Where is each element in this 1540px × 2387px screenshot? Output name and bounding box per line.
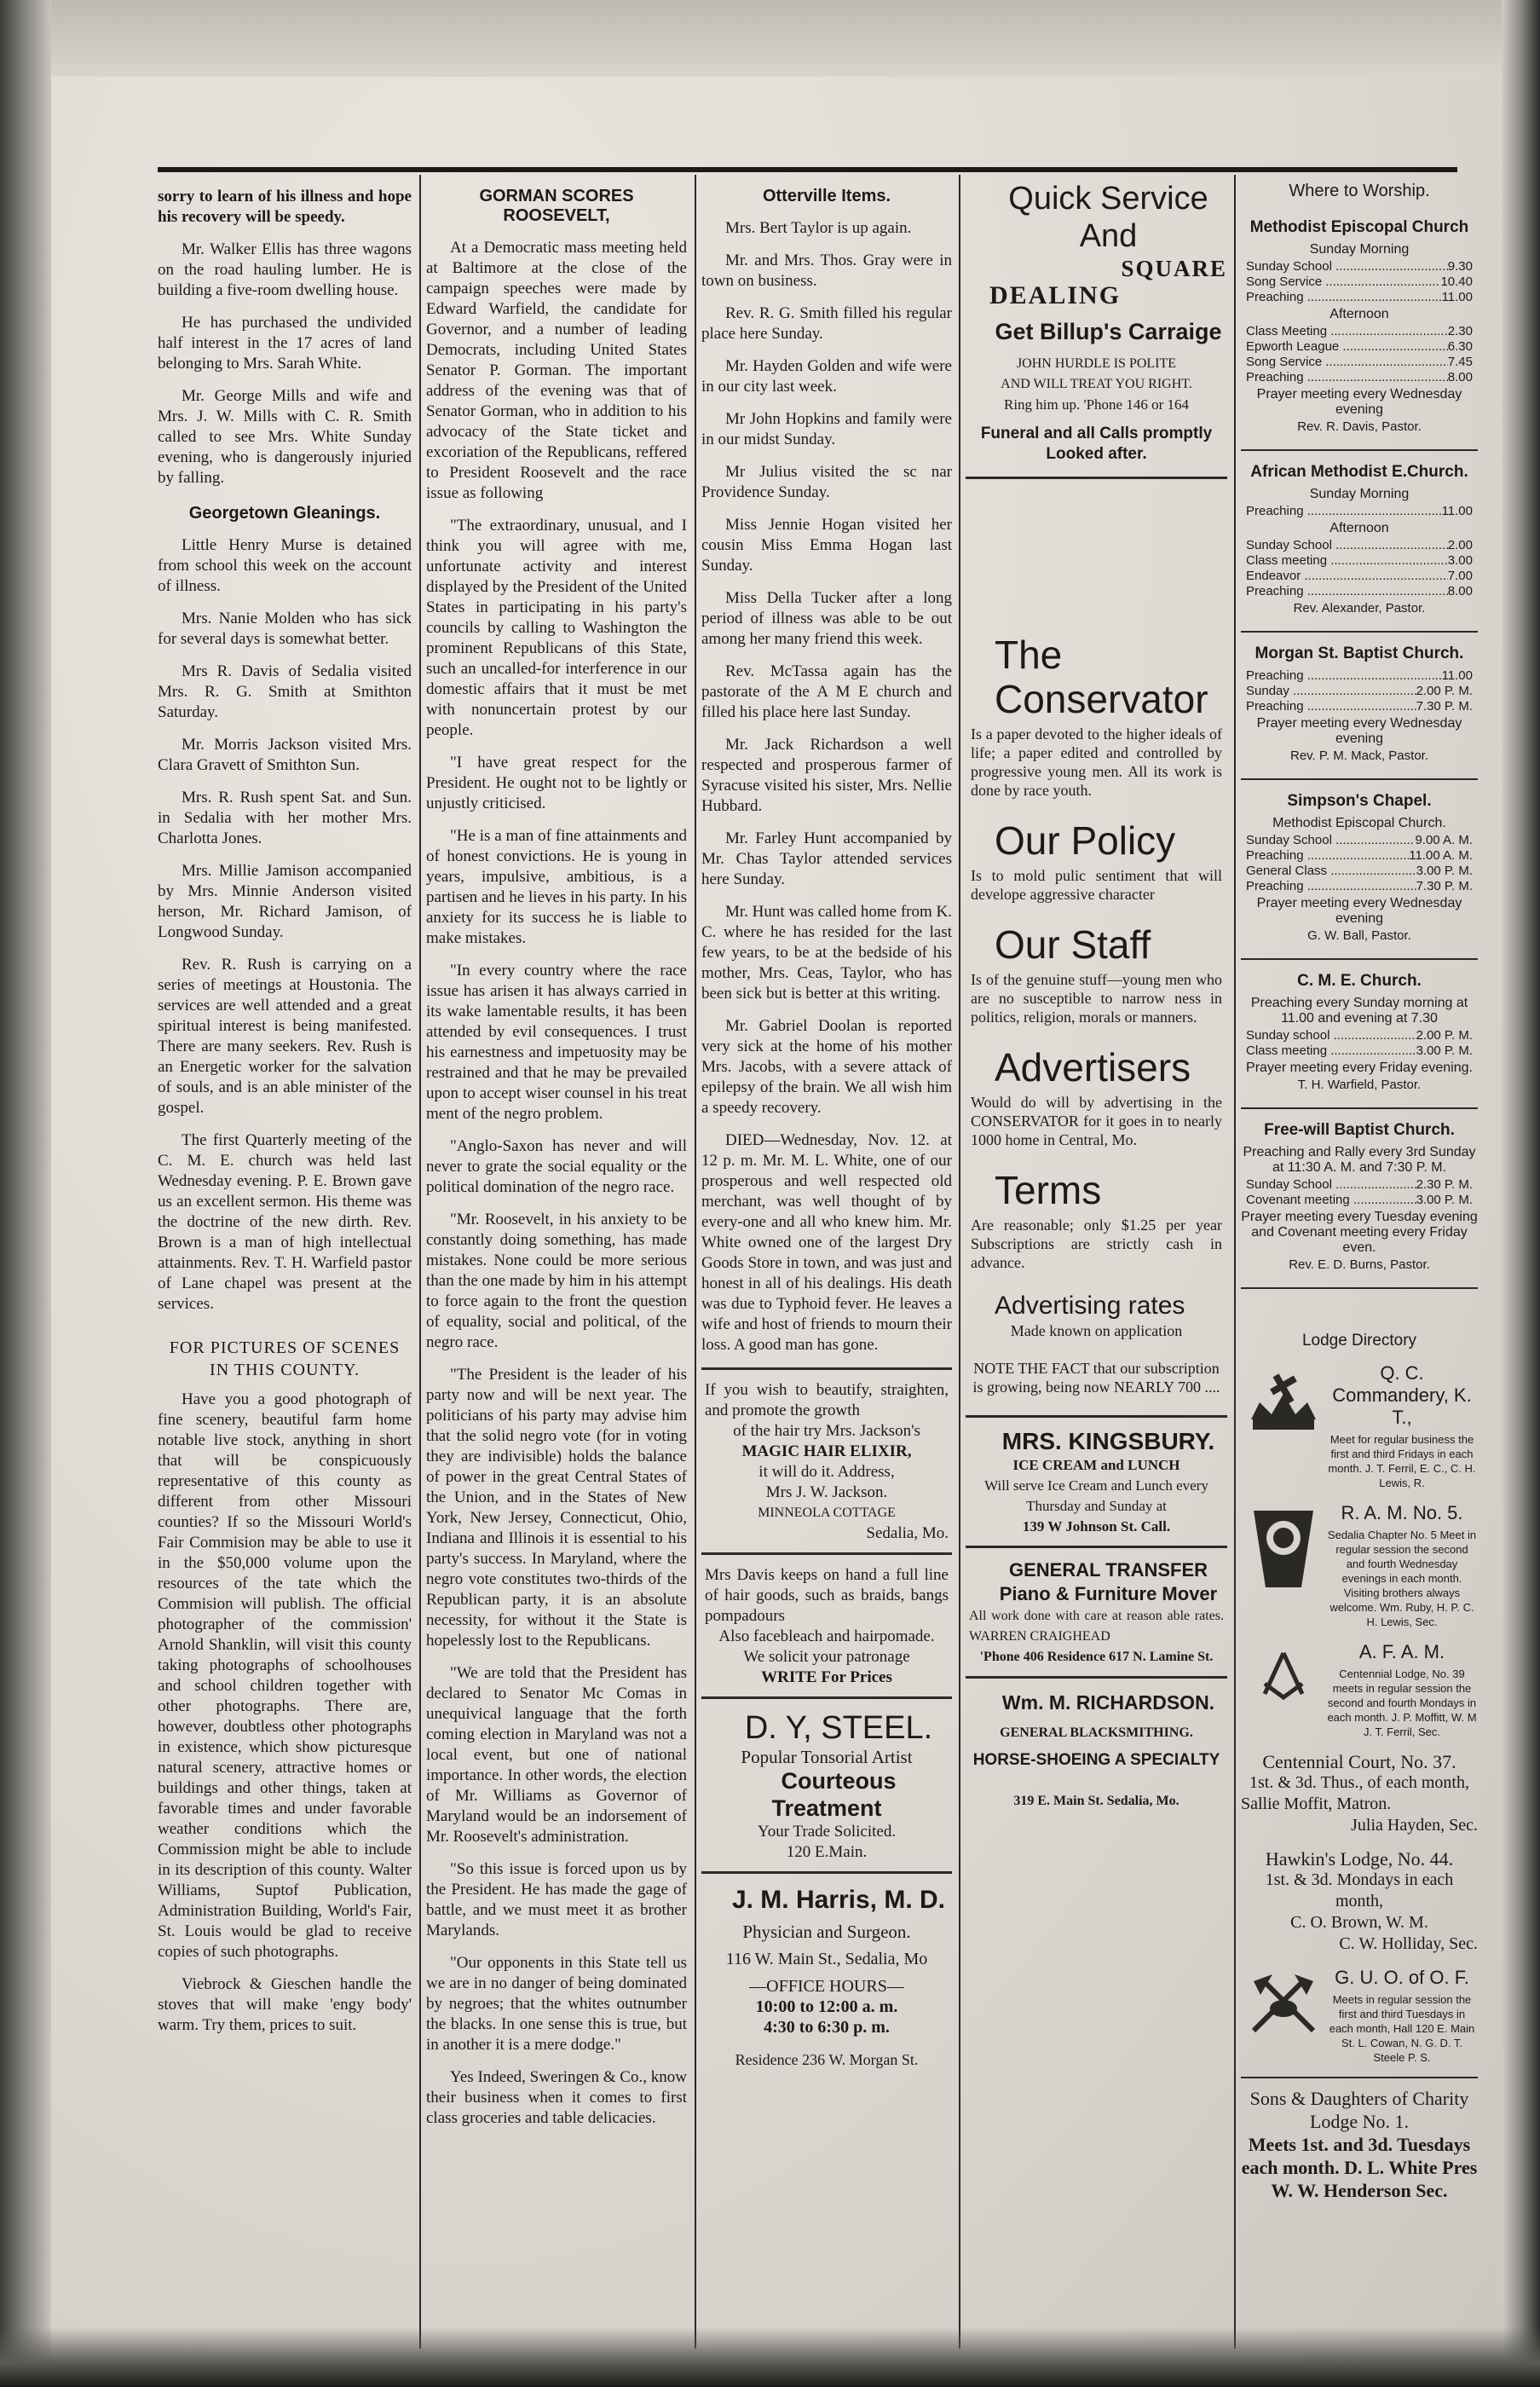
- schedule-time: 2.00: [1447, 538, 1473, 552]
- ad-line: Courteous Treatment: [771, 1768, 897, 1821]
- lodge-entry: [1241, 1967, 1478, 2065]
- conservator-box: [966, 479, 1227, 1396]
- schedule-item: Preaching .....: [1246, 848, 1409, 864]
- lodge-text: Julia Hayden, Sec.: [1351, 1816, 1478, 1835]
- schedule-time: 2.30: [1447, 324, 1473, 338]
- schedule-time: 11.00: [1441, 504, 1473, 518]
- column-rule: [419, 175, 421, 2349]
- article-text: "Our opponents in this State tell us we are in no danger of being dominated by negroes; that the whites outnumber the blacks. In one sense this is true, but in another it is a mere dodge.": [426, 1954, 687, 2054]
- ad-line: 116 W. Main St., Sedalia, Mo: [725, 1950, 928, 1968]
- article-text: Mr. Hunt was called home from K. C. where he has resided for the last few years, to be at the bedside of his mother, Mrs. Ceas, Taylor, who has been sick but is better at this writing.: [701, 903, 952, 1003]
- schedule-item: Preaching .....: [1246, 668, 1442, 684]
- schedule-time: 7.45: [1447, 355, 1473, 369]
- schedule-row: [1241, 569, 1478, 584]
- lodge-text: Sallie Moffit, Matron.: [1241, 1795, 1392, 1813]
- schedule-item: Song Service .....: [1246, 355, 1448, 370]
- square-compass-icon: [1241, 1641, 1326, 1709]
- ad-title: D. Y, STEEL.: [744, 1710, 933, 1746]
- ad-line: 319 E. Main St. Sedalia, Mo.: [1013, 1794, 1180, 1808]
- schedule-item: Sunday .....: [1246, 684, 1416, 699]
- article-text: Mr. Walker Ellis has three wagons on the road hauling lumber. He is building a five-room dwelling house.: [158, 240, 412, 299]
- schedule-item: Sunday School .....: [1246, 1177, 1416, 1193]
- blacksmith-ad: [966, 1676, 1227, 1820]
- masthead-the: The: [995, 633, 1063, 677]
- schedule-time: 3.00 P. M.: [1416, 1043, 1473, 1058]
- rates-text: Made known on application: [1010, 1322, 1183, 1339]
- lodge-text: each month. D. L. White Pres: [1241, 2157, 1478, 2178]
- article-text: Mrs. Bert Taylor is up again.: [725, 219, 912, 237]
- schedule-item: Preaching .....: [1246, 504, 1442, 519]
- article-text: Mr. Farley Hunt accompanied by Mr. Chas Taylor attended services here Sunday.: [701, 829, 952, 888]
- lodge-text: Meets in regular session the first and third Tuesdays in each month, Hall 120 E. Main St. L. Cowan, N. G. D. T. Steele P. S.: [1329, 1993, 1475, 2064]
- lodge-entry: [1241, 1502, 1478, 1629]
- schedule-row: [1241, 1043, 1478, 1059]
- schedule-row: [1241, 684, 1478, 699]
- ad-line: Your Trade Solicited.: [757, 1823, 897, 1841]
- article-text: Viebrock & Gieschen handle the stoves that will make 'engy body' warm. Try them, prices to suit.: [158, 1975, 412, 2034]
- lodge-title: Centennial Court, No. 37.: [1262, 1751, 1456, 1772]
- ad-line: Also facebleach and hairpomade.: [718, 1627, 935, 1645]
- ad-title: Get Billup's Carraige: [995, 319, 1222, 344]
- article-text: "He is a man of fine attainments and of honest convictions. He is young in years, impulsive, ambitious, is a partisen and he lieves in his party. In his anxiety for its success he is liable to make mistakes.: [426, 827, 687, 947]
- rates-heading: Advertising rates: [995, 1292, 1185, 1320]
- article-text: Mr. Hayden Golden and wife were in our city last week.: [701, 357, 952, 396]
- church-name: C. M. E. Church.: [1297, 972, 1422, 990]
- schedule-row: [1241, 833, 1478, 848]
- article-text: "The President is the leader of his party now and will be next year. The politicians of his party may advise him that the solid negro vote (for in voting they are indivisible) holds the balance of power in the great Central States of the Union, and in the States of New York, New Jersey, Connecticut, Ohio, Indiana and Illinois it is essential to his party's success. In Maryland, where the negro vote constitutes two-thirds of the Republican party, it is an absolute necessity, for without it the State is hopelessly lost to the Republicans.: [426, 1366, 687, 1650]
- terms-text: Are reasonable; only $1.25 per year Subscriptions are strictly cash in advance.: [971, 1217, 1222, 1271]
- article-text: Rev. R. Rush is carrying on a series of meetings at Houstonia. The services are well attended and a great spiritual interest is being manifested. There are many seekers. Rev. Rush is an Energetic worker for the salvation of souls, and is an able minister of the gospel.: [158, 956, 412, 1117]
- article-text: "So this issue is forced upon us by the President. He has made the gage of battle, and we must meet it as brother Marylands.: [426, 1860, 687, 1939]
- staff-heading: Our Staff: [995, 922, 1151, 967]
- lodge-text: C. W. Holliday, Sec.: [1339, 1934, 1478, 1953]
- lodge-text: 1st. & 3d. Mondays in each month,: [1265, 1870, 1454, 1910]
- column-rule: [959, 175, 960, 2349]
- subscription-note: NOTE THE FACT that our subscription is growing, being now NEARLY 700 ....: [972, 1360, 1220, 1396]
- schedule-row: [1241, 504, 1478, 519]
- keystone-icon: [1241, 1502, 1326, 1596]
- ad-line: Sedalia, Mo.: [866, 1524, 949, 1542]
- schedule-item: Preaching .....: [1246, 370, 1448, 385]
- schedule-time: 2.00 P. M.: [1416, 684, 1473, 698]
- church-pastor: T. H. Warfield, Pastor.: [1297, 1078, 1422, 1092]
- lodge-entry: [1241, 1751, 1478, 1836]
- schedule-time: 11.00: [1441, 668, 1473, 683]
- schedule-row: [1241, 538, 1478, 553]
- ad-line: —OFFICE HOURS—: [749, 1977, 904, 1996]
- church-directory: [1241, 206, 1478, 1289]
- church-entry: [1241, 960, 1478, 1109]
- lodge-text: Meets 1st. and 3d. Tuesdays: [1248, 2134, 1471, 2155]
- page-right-edge: [1502, 0, 1540, 2387]
- ad-line: If you wish to beautify, straighten, and promote the growth: [705, 1381, 949, 1419]
- column-5: [1241, 175, 1478, 2214]
- ad-line: 10:00 to 12:00 a. m.: [755, 1997, 898, 2016]
- crown-cross-icon: [1241, 1362, 1326, 1456]
- schedule-item: Class Meeting .....: [1246, 324, 1448, 339]
- schedule-item: Preaching .....: [1246, 879, 1416, 894]
- church-subheading: Methodist Episcopal Church.: [1272, 816, 1446, 830]
- article-text: Mr. George Mills and wife and Mrs. J. W. Mills with C. R. Smith called to see Mrs. White Sunday evening, who is dangerously injuried by falling.: [158, 387, 412, 487]
- article-text: Mrs R. Davis of Sedalia visited Mrs. R. G. Smith at Smithton Saturday.: [158, 662, 412, 721]
- masthead-text: Is a paper devoted to the higher ideals of life; a paper edited and controlled by progressive young men. All its work is done by race youth.: [971, 725, 1222, 799]
- lodge-text: Sedalia Chapter No. 5 Meet in regular session the second and fourth Wednesday evenings in each month. Visiting brothers always welcome. Wm. Ruby, H. P. C. H. Lewis, Sec.: [1327, 1529, 1477, 1628]
- church-name: Free-will Baptist Church.: [1264, 1121, 1455, 1139]
- lodge-text: C. O. Brown, W. M.: [1290, 1913, 1428, 1932]
- schedule-item: Sunday School .....: [1246, 833, 1415, 848]
- advertisers-text: Would do will by advertising in the CONSERVATOR for it goes in to nearly 1000 home in Central, Mo.: [971, 1094, 1222, 1148]
- article-text: Mr Julius visited the sc nar Providence Sunday.: [701, 463, 952, 501]
- article-text: "Anglo-Saxon has never and will never to grate the social equality or the political domination of the negro race.: [426, 1137, 687, 1196]
- church-entry: [1241, 780, 1478, 960]
- ad-title: SQUARE: [1121, 256, 1227, 281]
- ad-line: 120 E.Main.: [786, 1843, 868, 1861]
- article-text: "In every country where the race issue has arisen it has always carried in its wake lamentable results, it has been attended by evil consequences. I trust his earnestness and impetuosity may be restrained and that he may be prevailed upon to accept wiser counsel in his treat ment of the negro problem.: [426, 962, 687, 1123]
- article-text: DIED—Wednesday, Nov. 12. at 12 p. m. Mr. M. L. White, one of our prosperous and well respected old merchant, was well thought of by every-one and all who knew him. Mr. White owned one of the largest Dry Goods Store in town, and was just and honest in all of his dealings. His death was due to Typhoid fever. He leaves a wife and host of friends to mourn their loss. A good man has gone.: [701, 1131, 952, 1354]
- lodge-directory-title: Lodge Directory: [1301, 1332, 1417, 1350]
- ad-line: Mrs J. W. Jackson.: [765, 1483, 888, 1501]
- schedule-row: [1241, 290, 1478, 305]
- article-text: "The extraordinary, unusual, and I think you will agree with me, unfortunate activity and interest displayed by the President of the United States in participating in his party's councils by calling to Washington the prominent Republicans of this State, such an uncalled-for interference in our domestic affairs that it must be met with nonuncertain protest by our people.: [426, 517, 687, 739]
- lodge-text: 1st. & 3d. Thus., of each month,: [1249, 1773, 1469, 1792]
- schedule-time: 7.30 P. M.: [1416, 699, 1473, 714]
- article-text: Mr. Morris Jackson visited Mrs. Clara Gravett of Smithton Sun.: [158, 736, 412, 774]
- church-subheading: Sunday Morning: [1309, 242, 1410, 257]
- column-rule: [695, 175, 696, 2349]
- schedule-time: 3.00 P. M.: [1416, 864, 1473, 878]
- schedule-time: 6.30: [1447, 339, 1473, 354]
- church-entry: [1241, 1109, 1478, 1289]
- column-2: [426, 175, 687, 2141]
- church-name: African Methodist E.Church.: [1250, 463, 1468, 481]
- ad-title: DEALING: [989, 281, 1122, 309]
- schedule-item: Sunday school .....: [1246, 1028, 1416, 1043]
- ad-title: Piano & Furniture Mover: [999, 1583, 1218, 1604]
- schedule-item: Sunday School .....: [1246, 259, 1448, 275]
- article-text: Mr. Gabriel Doolan is reported very sick at the home of his mother Mrs. Jacobs, with a severe attack of epilepsy of the brain. We all wish him a speedy recovery.: [701, 1017, 952, 1117]
- lodge-entry: [1241, 2077, 1478, 2202]
- church-name: Morgan St. Baptist Church.: [1254, 644, 1464, 662]
- article-text: "Mr. Roosevelt, in his anxiety to be constantly doing something, has made mistakes. None could be more serious than the one made by him in his attempt to force again to the front the question of equality, social and political, of the negro race.: [426, 1211, 687, 1351]
- schedule-item: Sunday School .....: [1246, 538, 1448, 553]
- ad-line: Ring him up. 'Phone 146 or 164: [1004, 396, 1189, 413]
- ad-line: Funeral and all Calls promptly: [980, 425, 1213, 442]
- lodge-title: Hawkin's Lodge, No. 44.: [1265, 1848, 1454, 1870]
- church-note: Prayer meeting every Friday evening.: [1246, 1061, 1473, 1075]
- church-note: Prayer meeting every Wednesday evening: [1256, 896, 1462, 926]
- church-entry: [1241, 633, 1478, 780]
- article-headline: GORMAN SCORES ROOSEVELT,: [479, 187, 634, 225]
- schedule-time: 2.00 P. M.: [1416, 1028, 1473, 1043]
- article-text: Rev. R. G. Smith filled his regular place here Sunday.: [701, 304, 952, 343]
- church-note: Prayer meeting every Tuesday evening and Covenant meeting every Friday even.: [1241, 1210, 1478, 1255]
- schedule-row: [1241, 584, 1478, 599]
- ad-title: J. M. Harris, M. D.: [731, 1886, 946, 1914]
- schedule-item: Class meeting .....: [1246, 553, 1448, 569]
- church-subheading: Afternoon: [1329, 307, 1389, 321]
- schedule-time: 7.30 P. M.: [1416, 879, 1473, 893]
- ad-line: Mrs Davis keeps on hand a full line of hair goods, such as braids, bangs pompadours: [705, 1566, 949, 1625]
- section-heading: Otterville Items.: [762, 187, 891, 205]
- lodge-title: G. U. O. of O. F.: [1335, 1967, 1469, 1988]
- ad-line: 'Phone 406 Residence 617 N. Lamine St.: [979, 1650, 1214, 1664]
- article-text: At a Democratic mass meeting held at Baltimore at the close of the campaign speeches were made by Edward Warfield, the candidate for Governor, and a number of leading Democrats, including United States Senator P. Gorman. The important address of the evening was that of Senator Gorman, who in addition to his advocacy of the State ticket and excoriation of the Republicans, reffered to President Roosevelt and the race issue as following: [426, 239, 687, 502]
- page-top-margin: [0, 0, 1540, 77]
- article-text: Mr. and Mrs. Thos. Gray were in town on business.: [701, 251, 952, 290]
- ice-cream-ad: [966, 1415, 1227, 1546]
- ad-line: JOHN HURDLE IS POLITE: [1016, 356, 1177, 371]
- schedule-time: 11.00 A. M.: [1409, 848, 1473, 863]
- article-text: sorry to learn of his illness and hope his recovery will be speedy.: [158, 188, 412, 226]
- schedule-item: Song Service .....: [1246, 275, 1440, 290]
- ad-line: 4:30 to 6:30 p. m.: [764, 2018, 890, 2037]
- ad-line: of the hair try Mrs. Jackson's: [733, 1422, 920, 1440]
- schedule-time: 8.00: [1447, 584, 1473, 598]
- lodge-title: A. F. A. M.: [1358, 1641, 1445, 1662]
- church-entry: [1241, 206, 1478, 451]
- ad-title: GENERAL TRANSFER: [1008, 1559, 1208, 1581]
- schedule-row: [1241, 1193, 1478, 1208]
- church-pastor: Rev. E. D. Burns, Pastor.: [1289, 1257, 1430, 1272]
- article-text: Little Henry Murse is detained from school this week on the account of illness.: [158, 536, 412, 595]
- church-pastor: Rev. R. Davis, Pastor.: [1297, 419, 1422, 434]
- ad-line: 139 W Johnson St. Call.: [1022, 1518, 1171, 1534]
- schedule-row: [1241, 668, 1478, 684]
- article-text: "We are told that the President has declared to Senator Mc Comas in unequivical language that the forth coming election in Maryland was not a local event, but one of national importance. In other words, the election of Mr. Williams as Governor of Maryland would be an indorsement of Mr. Roosevelt's administration.: [426, 1664, 687, 1846]
- schedule-item: Covenant meeting .....: [1246, 1193, 1416, 1208]
- lodge-text: Centennial Lodge, No. 39 meets in regular session the second and fourth Mondays in each month. J. P. Moffitt, W. M J. T. Ferril, Sec.: [1327, 1667, 1477, 1738]
- schedule-time: 10.40: [1440, 275, 1473, 289]
- ad-line: Looked after.: [1046, 445, 1147, 463]
- page-left-edge: [0, 0, 51, 2387]
- article-text: Mrs. R. Rush spent Sat. and Sun. in Sedalia with her mother Mrs. Charlotta Jones.: [158, 789, 412, 847]
- advertisers-heading: Advertisers: [995, 1045, 1191, 1089]
- church-entry: [1241, 451, 1478, 633]
- page-bottom-edge: [0, 2327, 1540, 2387]
- ad-line: All work done with care at reason able rates. WARREN CRAIGHEAD: [969, 1609, 1224, 1644]
- church-pastor: G. W. Ball, Pastor.: [1307, 928, 1411, 943]
- policy-text: Is to mold pulic sentiment that will develope aggressive character: [971, 867, 1222, 903]
- schedule-row: [1241, 553, 1478, 569]
- ad-line: Physician and Surgeon.: [742, 1922, 911, 1942]
- church-name: Methodist Episcopal Church: [1249, 218, 1469, 236]
- lodge-entry: [1241, 1362, 1478, 1490]
- article-text: Miss Jennie Hogan visited her cousin Miss Emma Hogan last Sunday.: [701, 516, 952, 575]
- ad-line: Residence 236 W. Morgan St.: [735, 2051, 919, 2068]
- article-text: Have you a good photograph of fine scenery, beautiful farm home notable live stock, anything in short that will be conspicuously representative of this county as different from other Missouri counties? If so the Missouri World's Fair Commision may be able to use it in the $50,000 volume upon the resources of the tate which the Commision will publish. The official photographer of the commission' Arnold Shanklin, will visit this county taking photographs of schoolhouses and school children together with other photographs. There are, however, doubtless other photographs in existence, which show picturesque natural scenery, attractive homes or buildings and other things, taken at favorable times and under favorable weather conditions which the Commission might be able to include in its description of this county. Walter Williams, Suptof Publication, Administration Building, World's Fair, St. Louis would be glad to receive copies of such photographs.: [158, 1390, 412, 1961]
- section-heading: Georgetown Gleanings.: [188, 504, 381, 523]
- ad-line: Will serve Ice Cream and Lunch every Thursday and Sunday at: [984, 1477, 1208, 1514]
- ad-line: MINNEOLA COTTAGE: [758, 1506, 896, 1520]
- lodge-title: Sons & Daughters of Charity: [1249, 2088, 1469, 2109]
- ad-line: Popular Tonsorial Artist: [741, 1747, 913, 1767]
- schedule-row: [1241, 324, 1478, 339]
- church-pastor: Rev. P. M. Mack, Pastor.: [1290, 748, 1428, 763]
- church-subheading: Preaching every Sunday morning at 11.00 and evening at 7.30: [1250, 996, 1468, 1026]
- schedule-row: [1241, 259, 1478, 275]
- schedule-item: Class meeting .....: [1246, 1043, 1416, 1059]
- schedule-row: [1241, 275, 1478, 290]
- schedule-row: [1241, 864, 1478, 879]
- article-text: Yes Indeed, Sweringen & Co., know their business when it comes to first class groceries and table delicacies.: [426, 2068, 687, 2127]
- lodge-entry: [1241, 1848, 1478, 1955]
- schedule-row: [1241, 848, 1478, 864]
- ad-line: HORSE-SHOEING A SPECIALTY: [972, 1751, 1220, 1769]
- ad-line: AND WILL TREAT YOU RIGHT.: [1001, 377, 1192, 391]
- article-text: Miss Della Tucker after a long period of illness was able to be out among her many friend this week.: [701, 589, 952, 648]
- barber-ad: [701, 1696, 952, 1871]
- ad-title: Wm. M. RICHARDSON.: [1001, 1691, 1215, 1714]
- ad-line: GENERAL BLACKSMITHING.: [1000, 1725, 1193, 1740]
- article-text: Mr John Hopkins and family were in our midst Sunday.: [701, 410, 952, 448]
- ad-title: And: [1079, 218, 1138, 254]
- schedule-time: 3.00: [1447, 553, 1473, 568]
- article-text: He has purchased the undivided half interest in the 17 acres of land belonging to Mrs. Sarah White.: [158, 314, 412, 373]
- policy-heading: Our Policy: [995, 818, 1176, 863]
- lodge-entry: [1241, 1641, 1478, 1739]
- ad-title: MRS. KINGSBURY.: [1001, 1428, 1215, 1454]
- hair-elixir-ad: [701, 1367, 952, 1552]
- schedule-row: [1241, 1028, 1478, 1043]
- column-3: [701, 175, 952, 2078]
- schedule-item: Endeavor .....: [1246, 569, 1448, 584]
- schedule-item: Preaching .....: [1246, 699, 1416, 714]
- schedule-time: 7.00: [1447, 569, 1473, 583]
- church-subheading: Afternoon: [1329, 521, 1389, 535]
- lodge-text: W. W. Henderson Sec.: [1271, 2180, 1448, 2201]
- crossed-axes-icon: [1241, 1967, 1326, 2043]
- ad-line: ICE CREAM and LUNCH: [1012, 1457, 1180, 1473]
- schedule-row: [1241, 1177, 1478, 1193]
- schedule-time: 3.00 P. M.: [1416, 1193, 1473, 1207]
- schedule-row: [1241, 879, 1478, 894]
- ad-line: We solicit your patronage: [743, 1648, 910, 1666]
- schedule-row: [1241, 339, 1478, 355]
- church-pastor: Rev. Alexander, Pastor.: [1293, 601, 1426, 616]
- schedule-row: [1241, 370, 1478, 385]
- schedule-item: Preaching .....: [1246, 584, 1448, 599]
- column-1: [158, 175, 412, 2048]
- ad-line: it will do it. Address,: [758, 1463, 895, 1481]
- church-note: Prayer meeting every Wednesday evening: [1256, 716, 1462, 746]
- section-heading: FOR PICTURES OF SCENES IN THIS COUNTY.: [169, 1338, 401, 1379]
- lodge-text: Lodge No. 1.: [1309, 2111, 1410, 2132]
- article-text: Mrs. Nanie Molden who has sick for several days is somewhat better.: [158, 610, 412, 648]
- church-name: Simpson's Chapel.: [1287, 792, 1432, 810]
- article-text: Mrs. Millie Jamison accompanied by Mrs. Minnie Anderson visited herson, Mr. Richard Jamison, of Longwood Sunday.: [158, 862, 412, 941]
- worship-title: Where to Worship.: [1289, 182, 1430, 200]
- ad-line: MAGIC HAIR ELIXIR,: [741, 1442, 912, 1460]
- schedule-item: Preaching .....: [1246, 290, 1442, 305]
- column-4: [966, 175, 1227, 1820]
- schedule-item: General Class .....: [1246, 864, 1416, 879]
- church-subheading: Preaching and Rally every 3rd Sunday at 11:30 A. M. and 7:30 P. M.: [1243, 1145, 1476, 1175]
- transfer-ad: [966, 1546, 1227, 1676]
- lodge-title: R. A. M. No. 5.: [1341, 1502, 1463, 1523]
- schedule-time: 2.30 P. M.: [1416, 1177, 1473, 1192]
- carriage-ad: [966, 175, 1227, 479]
- church-note: Prayer meeting every Wednesday evening: [1256, 387, 1462, 417]
- ad-line: WRITE For Prices: [761, 1668, 892, 1686]
- schedule-row: [1241, 699, 1478, 714]
- lodge-text: Meet for regular business the first and third Fridays in each month. J. T. Ferril, E. C., C. H. Lewis, R.: [1328, 1433, 1476, 1489]
- schedule-time: 11.00: [1441, 290, 1473, 304]
- ad-title: Quick Service: [1008, 181, 1208, 217]
- article-text: Mr. Jack Richardson a well respected and prosperous farmer of Syracuse visited his sister, Mrs. Nellie Hubbard.: [701, 736, 952, 815]
- article-text: The first Quarterly meeting of the C. M. E. church was held last Wednesday evening. P. E. Brown gave us an excellent sermon. His theme was the doctrine of the new dirth. Rev. Brown is a man of high intellectual attainments. Rev. T. H. Warfield pastor of Lane chapel was present at the services.: [158, 1131, 412, 1313]
- schedule-item: Epworth League .....: [1246, 339, 1448, 355]
- terms-heading: Terms: [995, 1168, 1102, 1212]
- church-subheading: Sunday Morning: [1309, 487, 1410, 501]
- schedule-time: 9.00 A. M.: [1415, 833, 1473, 847]
- masthead-title: Conservator: [995, 677, 1208, 721]
- article-text: "I have great respect for the President. He ought not to be lightly or unjustly criticised.: [426, 754, 687, 812]
- schedule-time: 9.30: [1447, 259, 1473, 274]
- top-rule: [158, 167, 1457, 172]
- schedule-time: 8.00: [1447, 370, 1473, 384]
- column-rule: [1234, 175, 1236, 2349]
- hair-goods-ad: [701, 1552, 952, 1696]
- staff-text: Is of the genuine stuff—young men who are no susceptible to narrow ness in politics, religion, morals or manners.: [971, 971, 1222, 1026]
- schedule-row: [1241, 355, 1478, 370]
- article-text: Rev. McTassa again has the pastorate of the A M E church and filled his place here last Sunday.: [701, 662, 952, 721]
- physician-ad: [701, 1871, 952, 2078]
- lodge-title: Q. C. Commandery, K. T.,: [1332, 1362, 1472, 1428]
